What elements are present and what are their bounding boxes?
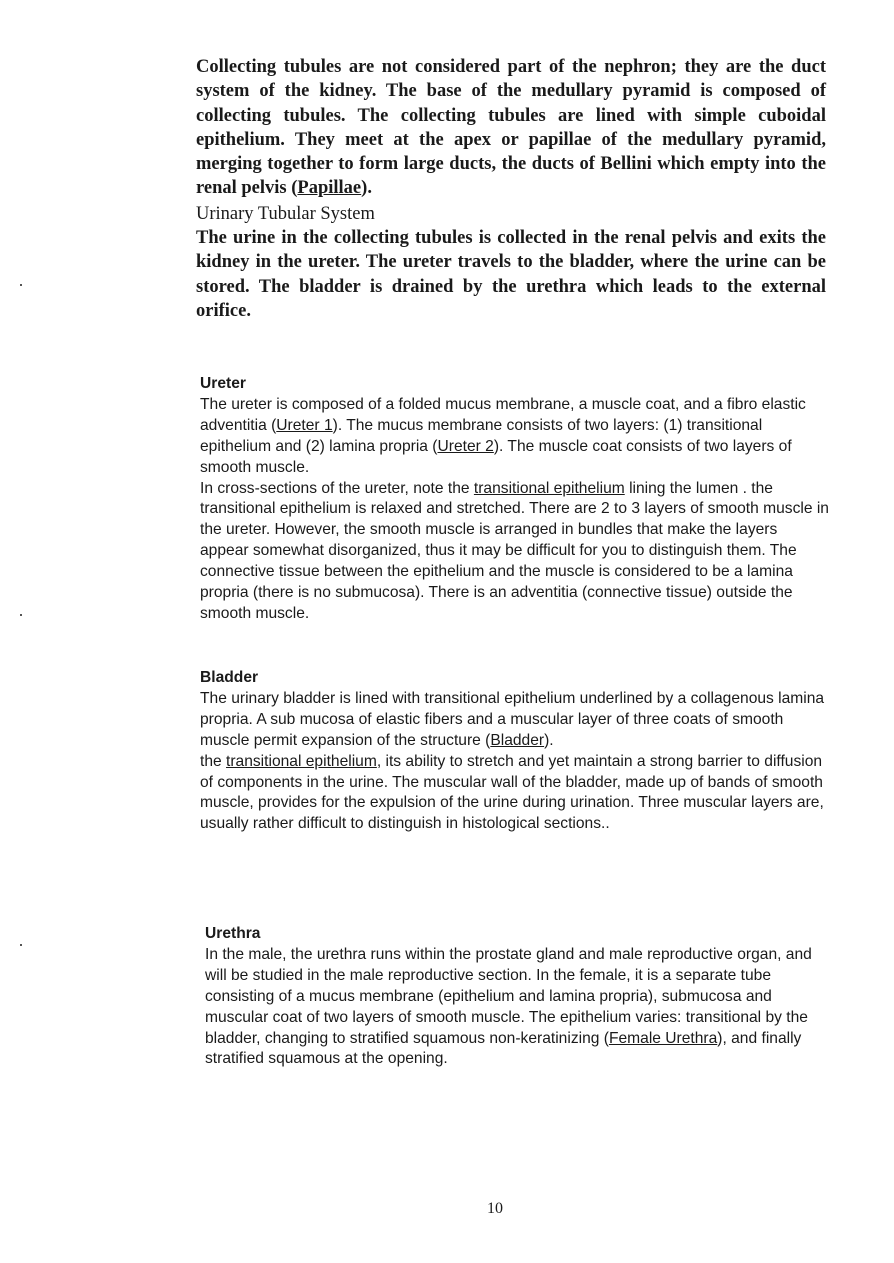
female-urethra-link[interactable]: Female Urethra — [608, 1029, 718, 1047]
margin-speck — [20, 284, 22, 286]
intro-paragraph: Collecting tubules are not considered part of the nephron; they are the duct system of the kidney. The base of the medullary pyramid is composed of collecting tubules. The collecting tubules are lined with simple cuboidal epithelium. They meet at the apex or papillae of the medullary pyramid, merging together to form large ducts, the ducts of Bellini which empty into the renal pelvis (Papillae). — [196, 57, 826, 199]
margin-speck — [20, 614, 22, 616]
bladder-section — [200, 668, 830, 835]
bladder-link[interactable]: Bladder — [490, 731, 545, 749]
ureter-paragraph-2: In cross-sections of the ureter, note the transitional epithelium lining the lumen . the transitional epithelium is relaxed and stretched. There are 2 to 3 layers of smooth muscle in the ureter. However, the smooth muscle is arranged in bundles that make the layers appear somewhat disorganized, thus it may be difficult for you to distinguish them. The connective tissue between the epithelium and the muscle is considered to be a lamina propria (there is no submucosa). There is an adventitia (connective tissue) outside the smooth muscle. — [200, 479, 829, 622]
bladder-paragraph-2: the transitional epithelium, its ability to stretch and yet maintain a strong barrier to diffusion of components in the urine. The muscular wall of the bladder, made up of bands of smooth muscle, provides for the expulsion of the urine during urination. Three muscular layers are, usually rather difficult to distinguish in histological sections.. — [200, 752, 824, 833]
bladder-heading: Bladder — [200, 669, 259, 686]
page-number: 10 — [487, 1200, 503, 1217]
transitional-epithelium-link[interactable]: transitional epithelium — [473, 479, 625, 497]
ureter-1-link[interactable]: Ureter 1 — [276, 416, 333, 434]
ureter-2-link[interactable]: Ureter 2 — [437, 437, 494, 455]
urethra-heading: Urethra — [205, 925, 261, 942]
papillae-link[interactable]: Papillae — [297, 178, 362, 199]
transitional-epithelium-link[interactable]: transitional epithelium — [226, 752, 377, 770]
ureter-paragraph-1: The ureter is composed of a folded mucus membrane, a muscle coat, and a fibro elastic adventitia (Ureter 1). The mucus membrane consists of two layers: (1) transitional epithelium and (2) lamina propria (Ureter 2). The muscle coat consists of two layers of smooth muscle. — [200, 395, 806, 476]
urethra-section — [205, 924, 833, 1070]
urinary-paragraph: The urine in the collecting tubules is collected in the renal pelvis and exits the kidney in the ureter. The ureter travels to the bladder, where the urine can be stored. The bladder is drained by the urethra which leads to the external orifice. — [196, 228, 826, 321]
ureter-section — [200, 374, 830, 625]
ureter-heading: Ureter — [200, 375, 246, 392]
bladder-paragraph-1: The urinary bladder is lined with transitional epithelium underlined by a collagenous lamina propria. A sub mucosa of elastic fibers and a muscular layer of three coats of smooth muscle permit expansion of the structure (Bladder). — [200, 689, 825, 749]
margin-speck — [20, 944, 22, 946]
urinary-tubular-system-heading: Urinary Tubular System — [196, 204, 375, 224]
urethra-paragraph: In the male, the urethra runs within the prostate gland and male reproductive organ, and will be studied in the male reproductive section. In the female, it is a separate tube consisting of a mucus membrane (epithelium and lamina propria), submucosa and muscular coat of two layers of smooth muscle. The epithelium varies: transitional by the bladder, changing to stratified squamous non-keratinizing (Female Urethra), and finally stratified squamous at the opening. — [205, 945, 812, 1068]
